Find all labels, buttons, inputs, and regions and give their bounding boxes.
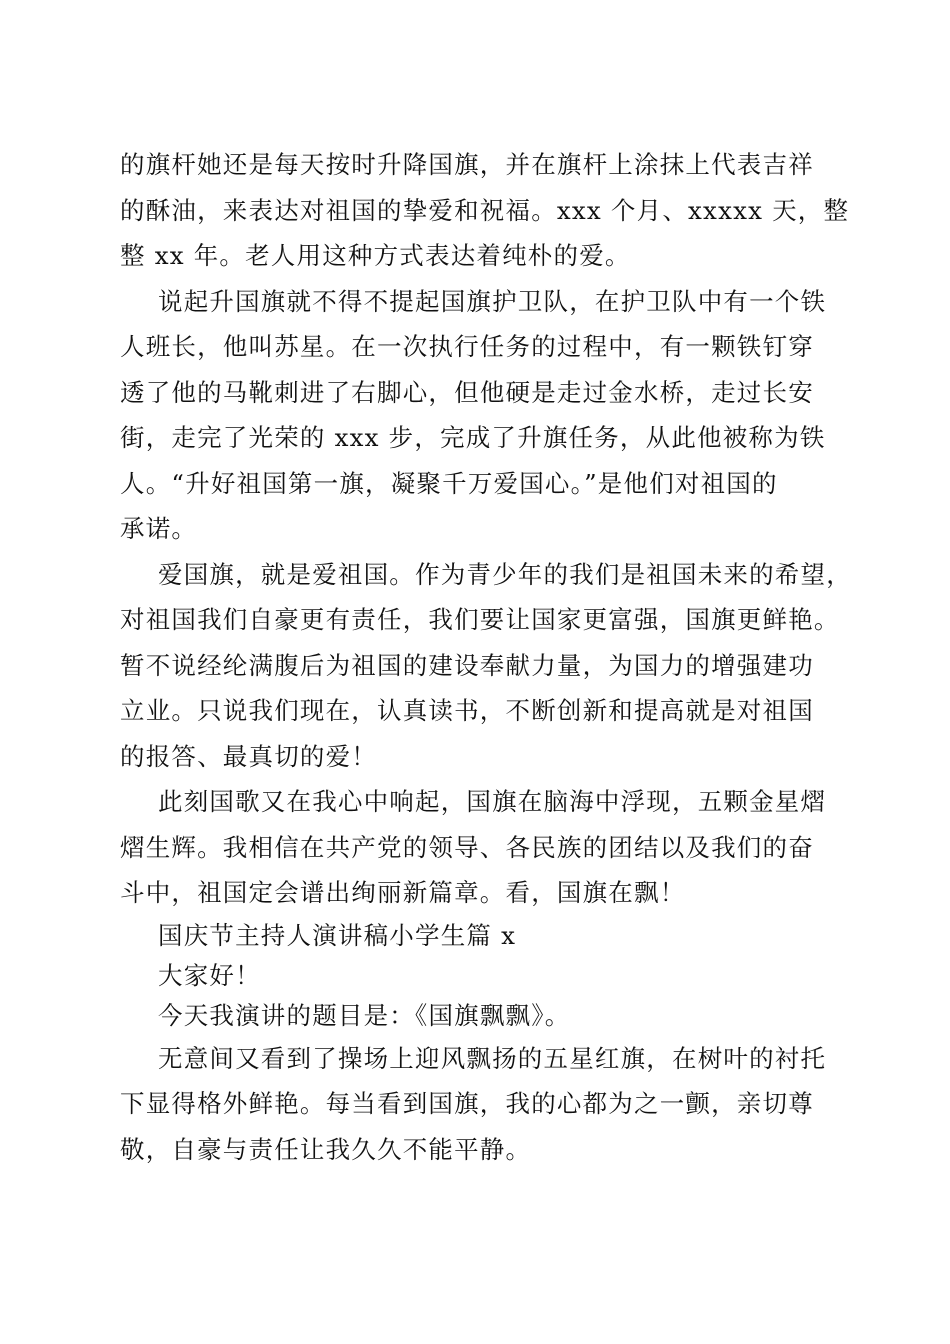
text-line: 敬，自豪与责任让我久久不能平静。 — [120, 1134, 532, 1164]
text-line: 街，走完了光荣的 xxx 步，完成了升旗任务，从此他被称为铁 — [120, 423, 826, 452]
text-line: 透了他的马靴刺进了右脚心，但他硬是走过金水桥，走过长安 — [120, 377, 814, 407]
text-line: 立业。只说我们现在，认真读书，不断创新和提高就是对祖国 — [120, 696, 814, 725]
paragraph-start-line: 无意间又看到了操场上迎风飘扬的五星红旗，在树叶的衬托 — [158, 1043, 827, 1073]
text-line: 暂不说经纶满腹后为祖国的建设奉献力量，为国力的增强建功 — [120, 650, 814, 680]
text-line: 的旗杆她还是每天按时升降国旗，并在旗杆上涂抹上代表吉祥 — [120, 150, 814, 179]
paragraph-start-line: 爱国旗，就是爱祖国。作为青少年的我们是祖国未来的希望， — [158, 559, 852, 589]
text-line: 人。“升好祖国第一旗，凝聚千万爱国心。”是他们对祖国的 — [120, 468, 778, 498]
text-line: 人班长，他叫苏星。在一次执行任务的过程中，有一颗铁钉穿 — [120, 332, 814, 361]
text-line: 对祖国我们自豪更有责任，我们要让国家更富强，国旗更鲜艳。 — [120, 605, 840, 634]
text-line: 整 xx 年。老人用这种方式表达着纯朴的爱。 — [120, 241, 631, 270]
paragraph-start-line: 此刻国歌又在我心中响起，国旗在脑海中浮现，五颗金星熠 — [158, 787, 827, 816]
body-text — [120, 142, 852, 1172]
paragraph-start-line: 说起升国旗就不得不提起国旗护卫队，在护卫队中有一个铁 — [158, 286, 827, 316]
text-line: 下显得格外鲜艳。每当看到国旗，我的心都为之一颤，亲切尊 — [120, 1089, 814, 1118]
text-line: 承诺。 — [120, 514, 198, 543]
text-line: 的报答、最真切的爱！ — [120, 741, 377, 771]
greeting-line: 大家好！ — [158, 960, 261, 990]
text-line: 斗中，祖国定会谱出绚丽新篇章。看，国旗在飘！ — [120, 878, 686, 907]
section-heading: 国庆节主持人演讲稿小学生篇 x — [158, 920, 517, 950]
text-line: 熠生辉。我相信在共产党的领导、各民族的团结以及我们的奋 — [120, 832, 814, 862]
text-line: 的酥油，来表达对祖国的挚爱和祝福。xxx 个月、xxxxx 天，整 — [120, 195, 850, 225]
speech-title-line: 今天我演讲的题目是：《国旗飘飘》。 — [158, 1000, 571, 1030]
